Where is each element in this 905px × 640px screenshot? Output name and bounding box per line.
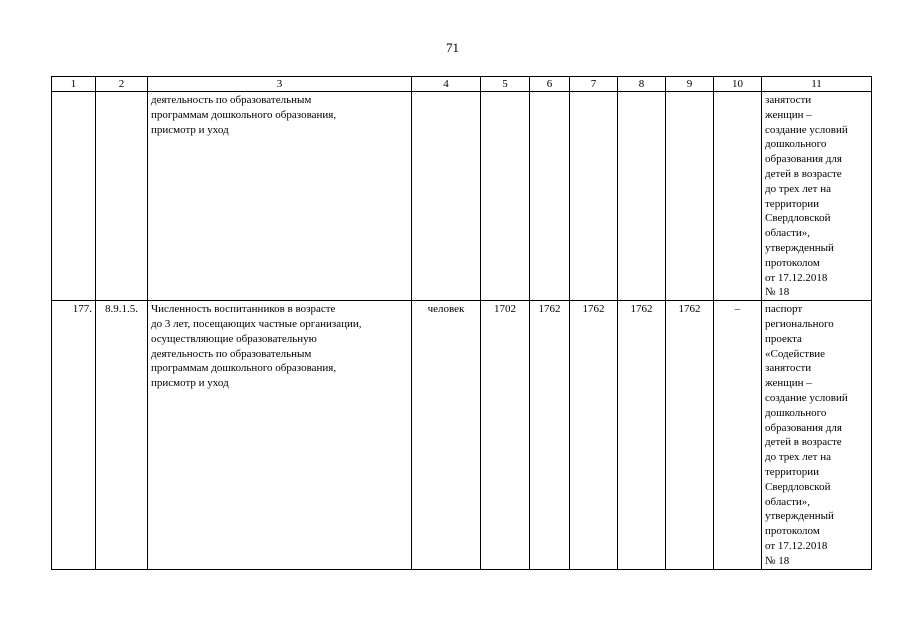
source-line: создание условий [765, 391, 848, 404]
source-line: паспорт [765, 303, 803, 316]
header-col-4: 4 [412, 77, 481, 92]
indicator-line: программам дошкольного образования, [151, 108, 337, 121]
value-cell: 1762 [666, 301, 714, 569]
source-cell [762, 92, 872, 301]
value-cell: 1762 [570, 301, 618, 569]
source-line: утвержденный [765, 241, 834, 254]
value-cell [618, 92, 666, 301]
source-line: создание условий [765, 123, 848, 136]
source-line: Свердловской [765, 480, 831, 493]
header-col-6: 6 [530, 77, 570, 92]
source-line: детей в возрасте [765, 436, 842, 449]
source-line: женщин – [765, 377, 812, 390]
source-line: дошкольного [765, 138, 827, 151]
row-number-cell: 177. [52, 301, 96, 569]
source-cell [762, 301, 872, 569]
indicator-line: осуществляющие образовательную [151, 332, 317, 345]
source-line: области», [765, 227, 811, 240]
source-line: проекта [765, 332, 802, 345]
source-line: утвержденный [765, 510, 834, 523]
header-col-5: 5 [481, 77, 530, 92]
source-line: образования для [765, 153, 842, 166]
indicator-line: до 3 лет, посещающих частные организации, [151, 317, 362, 330]
source-line: от 17.12.2018 [765, 271, 828, 284]
source-line: дошкольного [765, 406, 827, 419]
indicator-cell [148, 92, 412, 301]
value-cell: 1762 [618, 301, 666, 569]
indicator-line: деятельность по образовательным [151, 347, 312, 360]
source-line: № 18 [765, 286, 790, 299]
header-row [52, 77, 872, 92]
indicator-cell [148, 301, 412, 569]
value-cell: 1762 [530, 301, 570, 569]
header-col-1: 1 [52, 77, 96, 92]
value-cell [570, 92, 618, 301]
value-cell [714, 92, 762, 301]
indicator-line: Численность воспитанников в возрасте [151, 303, 336, 316]
table-row [52, 92, 872, 301]
value-cell: 1702 [481, 301, 530, 569]
header-col-8: 8 [618, 77, 666, 92]
source-line: женщин – [765, 108, 812, 121]
indicator-line: присмотр и уход [151, 123, 229, 136]
row-code-cell [96, 92, 148, 301]
source-line: детей в возрасте [765, 167, 842, 180]
source-line: территории [765, 465, 820, 478]
header-col-3: 3 [148, 77, 412, 92]
value-cell: – [714, 301, 762, 569]
source-line: территории [765, 197, 820, 210]
source-line: № 18 [765, 554, 790, 567]
source-line: занятости [765, 94, 812, 106]
value-cell [481, 92, 530, 301]
value-cell [530, 92, 570, 301]
header-col-7: 7 [570, 77, 618, 92]
source-line: занятости [765, 362, 812, 375]
source-line: Свердловской [765, 212, 831, 225]
source-line: образования для [765, 421, 842, 434]
source-line: области», [765, 495, 811, 508]
page-number: 71 [446, 40, 459, 55]
source-line: до трех лет на [765, 182, 831, 195]
header-col-9: 9 [666, 77, 714, 92]
indicator-line: программам дошкольного образования, [151, 362, 337, 375]
indicator-line: деятельность по образовательным [151, 94, 312, 106]
row-code-cell: 8.9.1.5. [96, 301, 148, 569]
unit-cell: человек [412, 301, 481, 569]
header-col-11: 11 [762, 77, 872, 92]
source-line: «Содействие [765, 347, 826, 360]
header-col-2: 2 [96, 77, 148, 92]
unit-cell [412, 92, 481, 301]
header-col-10: 10 [714, 77, 762, 92]
table-row [52, 301, 872, 569]
value-cell [666, 92, 714, 301]
source-line: протоколом [765, 256, 820, 269]
source-line: протоколом [765, 525, 820, 538]
row-number-cell [52, 92, 96, 301]
source-line: регионального [765, 317, 834, 330]
source-line: от 17.12.2018 [765, 539, 828, 552]
indicator-line: присмотр и уход [151, 377, 229, 390]
source-line: до трех лет на [765, 451, 831, 464]
indicators-table [51, 76, 872, 570]
